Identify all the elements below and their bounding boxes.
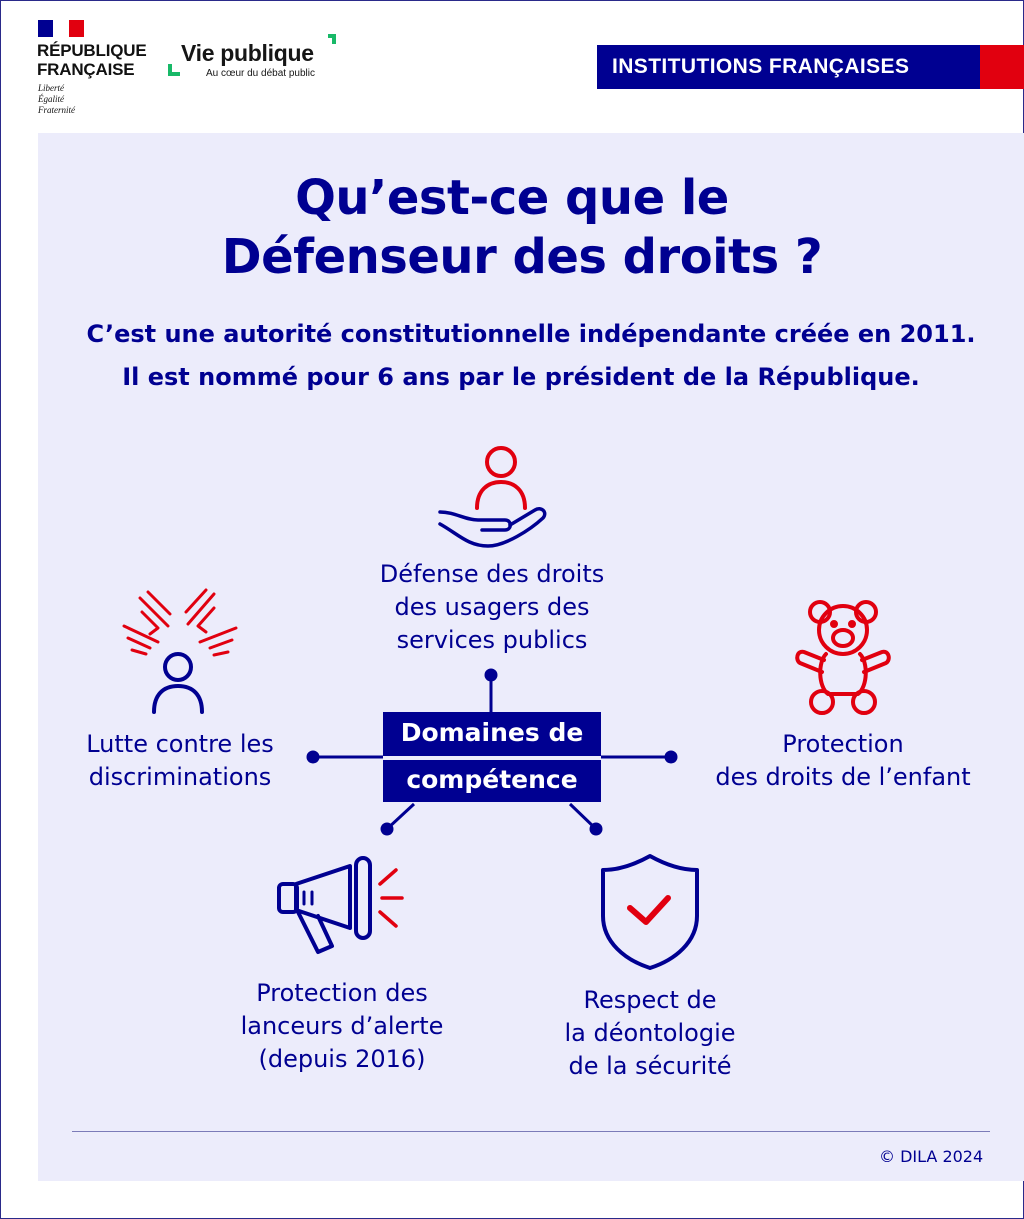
republic-name-line2: FRANÇAISE: [37, 60, 135, 79]
page-title-line1: Qu’est-ce que le: [295, 170, 729, 226]
domain-enfant-label: [692, 728, 994, 794]
domain-usagers-line3: services publics: [396, 626, 588, 654]
domain-lanceurs-label: [212, 977, 472, 1076]
domain-lanceurs-line2: lanceurs d’alerte: [240, 1012, 444, 1040]
domain-securite-line3: de la sécurité: [568, 1052, 732, 1080]
site-name: Vie publique: [181, 40, 314, 66]
category-banner: INSTITUTIONS FRANÇAISES: [597, 45, 980, 89]
site-tagline: Au cœur du débat public: [206, 68, 315, 79]
domain-usagers-label: [352, 558, 632, 657]
domain-securite-line2: la déontologie: [564, 1019, 736, 1047]
intro-line2: Il est nommé pour 6 ans par le président de la République.: [122, 363, 920, 391]
motto-liberte: Liberté: [38, 83, 64, 93]
motto-egalite: Égalité: [38, 94, 64, 104]
republic-name-line1: RÉPUBLIQUE: [37, 41, 147, 60]
domain-discriminations-label: [60, 728, 300, 794]
copyright-text: © DILA 2024: [879, 1147, 984, 1166]
domain-enfant-line2: des droits de l’enfant: [715, 763, 971, 791]
domain-lanceurs-line3: (depuis 2016): [258, 1045, 426, 1073]
megaphone-icon: [279, 858, 402, 952]
domain-usagers-line1: Défense des droits: [379, 560, 605, 588]
domain-lanceurs-line1: Protection des: [256, 979, 428, 1007]
shield-check-icon: [603, 856, 697, 968]
domain-securite-label: [530, 984, 770, 1083]
domain-discriminations-line1: Lutte contre les: [86, 730, 274, 758]
page-title-line2: Défenseur des droits ?: [221, 229, 823, 285]
pointing-fingers-person-icon: [124, 590, 236, 712]
motto-fraternite: Fraternité: [38, 105, 75, 115]
domain-usagers-line2: des usagers des: [394, 593, 590, 621]
domain-discriminations-line2: discriminations: [88, 763, 272, 791]
teddy-bear-icon: [797, 602, 889, 713]
footer-divider: [72, 1131, 990, 1132]
center-label-line2: compétence: [383, 760, 601, 802]
intro-line1: C’est une autorité constitutionnelle indépendante créée en 2011.: [86, 320, 976, 348]
center-label-line1: Domaines de: [383, 712, 601, 756]
domain-enfant-line1: Protection: [782, 730, 904, 758]
person-in-hand-icon: [440, 448, 545, 546]
domain-securite-line1: Respect de: [583, 986, 717, 1014]
